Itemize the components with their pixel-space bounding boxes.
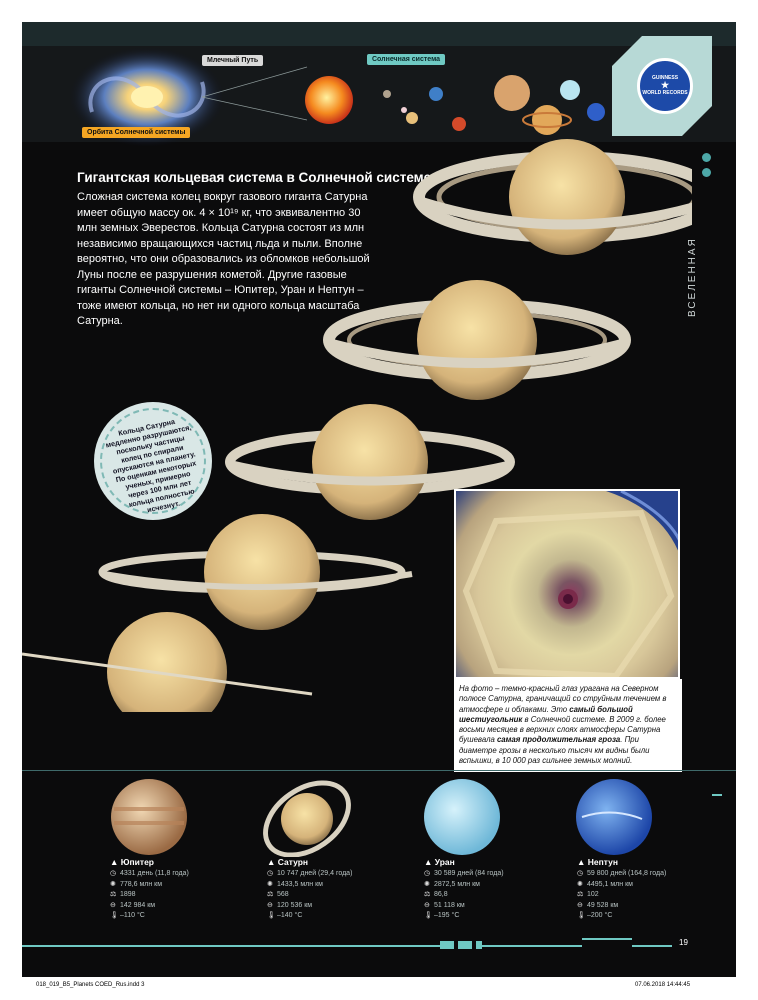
decor-line	[482, 945, 582, 947]
planet-name: Юпитер	[120, 857, 154, 867]
sun-icon	[305, 76, 353, 124]
footer-date: 07.06.2018 14:44:45	[635, 982, 691, 988]
planet-name: Уран	[434, 857, 455, 867]
saturn-image-4	[102, 514, 412, 630]
diameter-icon: ⊖	[110, 901, 116, 909]
sun-distance-icon: ✺	[267, 880, 273, 888]
hexagon-storm-image	[456, 491, 680, 679]
article-title: Гигантская кольцевая система в Солнечной системе	[77, 170, 432, 185]
saturn-icon	[252, 777, 362, 857]
star-icon: ★	[660, 80, 670, 91]
thermometer-icon: 🌡	[577, 912, 586, 920]
milky-way-label: Млечный Путь	[202, 55, 263, 66]
diameter-icon: ⊖	[267, 901, 273, 909]
saturn-image-2	[329, 280, 625, 400]
bottom-divider	[22, 770, 736, 771]
sun-distance-icon: ✺	[577, 880, 583, 888]
thermometer-icon: 🌡	[424, 912, 433, 920]
planet-name: Нептун	[587, 857, 619, 867]
page	[22, 22, 736, 977]
mass-icon: ⚖	[110, 891, 117, 899]
thermometer-icon: 🌡	[267, 912, 276, 920]
uranus-icon	[424, 779, 500, 855]
mass-icon: ⚖	[424, 891, 431, 899]
decor-block	[440, 941, 454, 949]
photo-caption: На фото – темно-красный глаз урагана на Северном полюсе Сатурна, граничащий со струйным течением в атмосфере и облаками. Это самый большой шестиугольник в Солнечной системе. В 2009 г. более восьми месяцев в верхних слоях атмосферы Сатурна бушевала самая продолжительная гроза. При диаметре грозы в несколько тысяч км видны были вспышки, в 10 000 раз сильнее земных молний.	[454, 679, 682, 772]
planet-stats-uranus: ▲ Уран ◷ 30 589 дней (84 года) ✺ 2872,5 млн км ⚖ 86,8 ⊖ 51 118 км 🌡–195 °C	[424, 857, 584, 922]
planet-name: Сатурн	[277, 857, 309, 867]
decor-dot	[702, 168, 711, 177]
decor-line	[582, 938, 632, 940]
footer-file: 018_019_B5_Planets COED_Rus.indd 3	[36, 982, 145, 988]
decor-dot	[702, 153, 711, 162]
saturn-image-1	[419, 139, 692, 255]
clock-icon: ◷	[110, 870, 117, 877]
sun-distance-icon: ✺	[110, 880, 116, 888]
mass-icon: ⚖	[577, 891, 584, 899]
mass-icon: ⚖	[267, 891, 274, 899]
solar-system-label: Солнечная система	[367, 54, 445, 65]
orbit-label: Орбита Солнечной системы	[82, 127, 190, 138]
orbit-lines	[192, 62, 312, 122]
planet-stats-jupiter: ▲ Юпитер ◷ 4331 день (11,8 года) ✺ 778,6 млн км ⚖ 1898 ⊖ 142 984 км 🌡–110 °C	[110, 857, 270, 922]
gwr-logo: GUINNESS ★ WORLD RECORDS	[637, 58, 693, 114]
clock-icon: ◷	[267, 870, 274, 877]
gas-giants-image	[22, 777, 736, 857]
jupiter-icon	[111, 779, 187, 855]
decor-line	[22, 945, 442, 947]
planet-stats-saturn: ▲ Сатурн ◷ 10 747 дней (29,4 года) ✺ 1433,5 млн км ⚖ 568 ⊖ 120 536 км 🌡–140 °C	[267, 857, 427, 922]
section-label: ВСЕЛЕННАЯ	[687, 237, 698, 317]
planet-stats-neptune: ▲ Нептун ◷ 59 800 дней (164,8 года) ✺ 4495,1 млн км ⚖ 102 ⊖ 49 528 км 🌡–200 °C	[577, 857, 736, 922]
neptune-icon	[576, 779, 652, 855]
decor-line	[632, 945, 672, 947]
thermometer-icon: 🌡	[110, 912, 119, 920]
sun-distance-icon: ✺	[424, 880, 430, 888]
fact-badge-text: Кольца Сатурна медленно разрушаются, поскольку частицы колец по спирали опускаются на планету. По оценкам некоторых ученых, примерно через 100 млн лет кольца полностью исчезнут.	[104, 416, 198, 515]
decor-block	[458, 941, 472, 949]
clock-icon: ◷	[577, 870, 584, 877]
diameter-icon: ⊖	[577, 901, 583, 909]
saturn-hexagon-photo	[454, 489, 680, 679]
solar-system-image	[302, 50, 632, 142]
clock-icon: ◷	[424, 870, 431, 877]
page-number: 19	[679, 938, 688, 947]
article-body: Сложная система колец вокруг газового гиганта Сатурна имеет общую массу ок. 4 × 10¹⁹ кг, что эквивалентно 30 млн земных Эверестов. Кольца Сатурна состоят из млн независимо вращающихся частиц льда и пыли. Вполне вероятно, что они образовались из обломков небольшой Луны после ее разрушения кометой. Другие газовые гиганты Солнечной системы – Юпитер, Уран и Нептун – тоже имеют кольца, но нет ни одного кольца масштаба Сатурна.	[77, 191, 370, 327]
diameter-icon: ⊖	[424, 901, 430, 909]
